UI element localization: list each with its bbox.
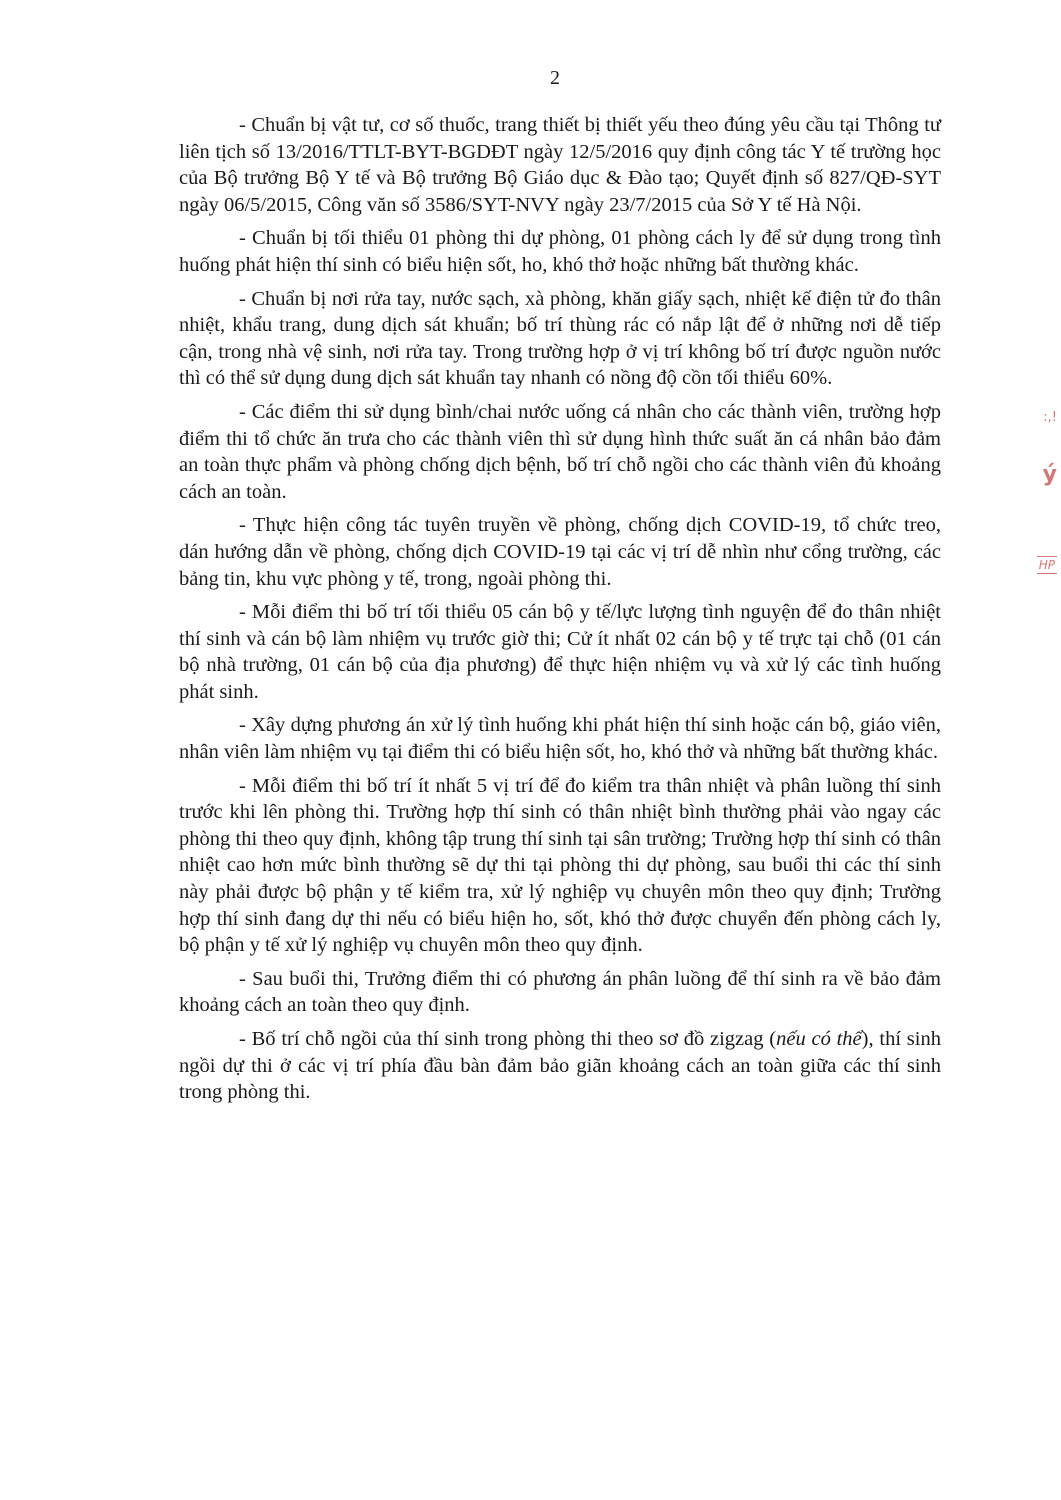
margin-stamp-mark-2: ý xyxy=(1042,462,1057,487)
paragraph-handwashing: - Chuẩn bị nơi rửa tay, nước sạch, xà phòng, khăn giấy sạch, nhiệt kế điện tử đo thân nhiệt, khẩu trang, dung dịch sát khuẩn; bố trí thùng rác có nắp lật để ở những nơi dễ tiếp cận, trong nhà vệ sinh, nơi rửa tay. Trong trường hợp ở vị trí không bố trí được nguồn nước thì có thể sử dụng dung dịch sát khuẩn tay nhanh có nồng độ cồn tối thiểu 60%. xyxy=(179,287,941,390)
page-number: 2 xyxy=(550,67,560,89)
seating-text-after: ), thí sinh ngồi dự thi ở các vị trí phía đầu bàn đảm bảo giãn khoảng cách an toàn giữa các thí sinh trong phòng thi. xyxy=(179,1028,941,1104)
paragraph-temperature-check: - Mỗi điểm thi bố trí ít nhất 5 vị trí để đo kiểm tra thân nhiệt và phân luồng thí sinh trước khi lên phòng thi. Trường hợp thí sinh có thân nhiệt bình thường phải vào ngay các phòng thi theo quy định, không tập trung thí sinh tại sân trường; Trường hợp thí sinh có thân nhiệt cao hơn mức bình thường sẽ dự thi tại phòng thi dự phòng, sau buổi thi các thí sinh này phải được bộ phận y tế kiểm tra, xử lý nghiệp vụ chuyên môn theo quy định; Trường hợp thí sinh đang dự thi nếu có biểu hiện ho, sốt, khó thở được chuyển đến phòng cách ly, bộ phận y tế xử lý nghiệp vụ chuyên môn theo quy định. xyxy=(179,774,941,957)
paragraph-exit-flow: - Sau buổi thi, Trưởng điểm thi có phương án phân luồng để thí sinh ra về bảo đảm khoảng cách an toàn theo quy định. xyxy=(179,967,941,1017)
paragraph-supplies: - Chuẩn bị vật tư, cơ số thuốc, trang thiết bị thiết yếu theo đúng yêu cầu tại Thông tư liên tịch số 13/2016/TTLT-BYT-BGDĐT ngày 12/5/2016 quy định công tác Y tế trường học của Bộ trưởng Bộ Y tế và Bộ trưởng Bộ Giáo dục & Đào tạo; Quyết định số 827/QĐ-SYT ngày 06/5/2015, Công văn số 3586/SYT-NVY ngày 23/7/2015 của Sở Y tế Hà Nội. xyxy=(179,114,941,216)
document-body xyxy=(179,112,941,1113)
margin-stamp-mark-1: :,! xyxy=(1043,410,1057,425)
paragraph-water-lunch: - Các điểm thi sử dụng bình/chai nước uống cá nhân cho các thành viên, trường hợp điểm thi tổ chức ăn trưa cho các thành viên thì sử dụng hình thức suất ăn cá nhân bảo đảm an toàn thực phẩm và phòng chống dịch bệnh, bố trí chỗ ngồi cho các thành viên đủ khoảng cách an toàn. xyxy=(179,400,941,503)
paragraph-communication: - Thực hiện công tác tuyên truyền về phòng, chống dịch COVID-19, tổ chức treo, dán hướng dẫn về phòng, chống dịch COVID-19 tại các vị trí dễ nhìn như cổng trường, các bảng tin, khu vực phòng y tế, trong, ngoài phòng thi. xyxy=(179,514,941,590)
margin-stamp-mark-3: HP xyxy=(1038,558,1055,572)
seating-text-italic: nếu có thể xyxy=(776,1028,862,1050)
paragraph-seating xyxy=(179,1026,941,1106)
paragraph-contingency-plan: - Xây dựng phương án xử lý tình huống khi phát hiện thí sinh hoặc cán bộ, giáo viên, nhân viên làm nhiệm vụ tại điểm thi có biểu hiện sốt, ho, khó thở và những bất thường khác. xyxy=(179,714,941,764)
paragraph-backup-room: - Chuẩn bị tối thiểu 01 phòng thi dự phòng, 01 phòng cách ly để sử dụng trong tình huống phát hiện thí sinh có biểu hiện sốt, ho, khó thở hoặc những bất thường khác. xyxy=(179,227,941,276)
paragraph-medical-staff: - Mỗi điểm thi bố trí tối thiểu 05 cán bộ y tế/lực lượng tình nguyện để đo thân nhiệt thí sinh và cán bộ làm nhiệm vụ trước giờ thi; Cử ít nhất 02 cán bộ y tế trực tại chỗ (01 cán bộ nhà trường, 01 cán bộ của địa phương) để thực hiện nhiệm vụ và xử lý các tình huống phát sinh. xyxy=(179,601,941,703)
seating-text-before: - Bố trí chỗ ngồi của thí sinh trong phòng thi theo sơ đồ zigzag ( xyxy=(239,1028,777,1050)
